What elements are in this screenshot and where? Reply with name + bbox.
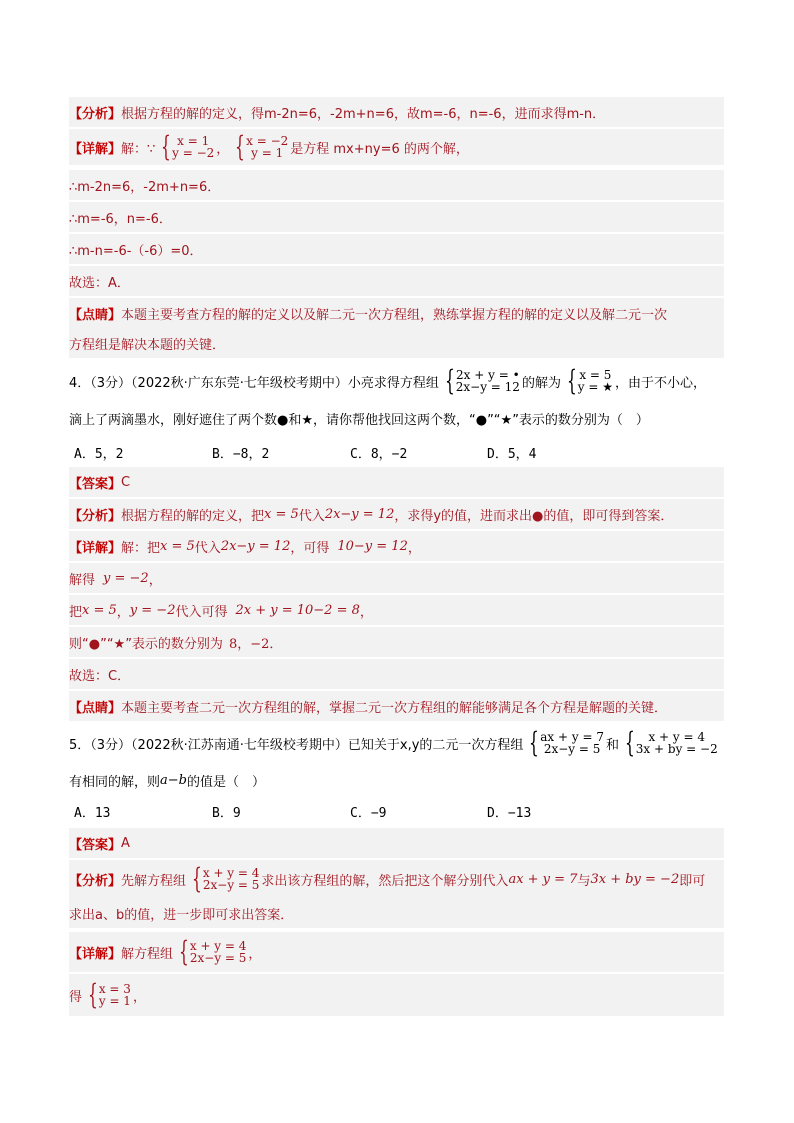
text: 与 [577, 873, 591, 889]
q5-analysis-2 [69, 898, 724, 928]
system-solution-1: { x = 1 y = −2 [161, 130, 215, 163]
text: 把 [69, 604, 83, 620]
analysis-tag: 【分析】 [69, 106, 122, 122]
detail-tag: 【详解】 [69, 141, 122, 157]
q4-stem-line2 [69, 403, 724, 433]
q3-choose [69, 266, 724, 296]
text: ， [248, 946, 262, 962]
q5-stem-line2 [69, 765, 724, 795]
q5-get [69, 974, 724, 1016]
math: 2x−y = 12 [220, 538, 291, 554]
choose-text: 故选：C． [69, 668, 131, 684]
answer-tag: 【答案】 [69, 837, 122, 853]
text: 求出该方程组的解，然后把这个解分别代入 [261, 873, 509, 889]
analysis-text: 根据方程的解的定义，得m-2n=6，-2m+n=6，故m=-6，n=-6，进而求得m-n． [121, 106, 606, 122]
q5-system-b: { x + y = 4 3x + by = −2 [624, 726, 718, 759]
analysis-tag: 【分析】 [69, 873, 122, 889]
text: ， [132, 989, 146, 1005]
text: ． [269, 636, 283, 652]
q4-detail [69, 531, 724, 561]
math: a−b [160, 772, 187, 788]
text: 代入 [298, 508, 325, 524]
detail-tag: 【详解】 [69, 540, 122, 556]
q3-detail [69, 129, 724, 165]
text: 得 [69, 989, 83, 1005]
comment-text: 本题主要考查二元一次方程组的解，掌握二元一次方程组的解能够满足各个方程是解题的关键． [121, 700, 668, 716]
text: 解：把 [121, 540, 161, 556]
q5-detail [69, 932, 724, 972]
q5-analysis-system: { x + y = 4 2x−y = 5 [192, 862, 260, 895]
q5-option-d: D．−13 [487, 806, 532, 821]
q4-stem-l2: 滴上了两滴墨水，刚好遮住了两个数●和★，请你帮他找回这两个数，“●”“★”表示的数分别为（ ） [69, 412, 649, 428]
text: 解得 [69, 572, 96, 588]
text: 代入可得 [175, 604, 228, 620]
separator: ， [216, 141, 230, 157]
q5-option-b: B．9 [212, 806, 241, 821]
text: 根据方程的解的定义，把 [121, 508, 265, 524]
q4-then [69, 627, 724, 657]
text: 有相同的解，则 [69, 774, 161, 790]
q5-and: 和 [605, 737, 619, 753]
q5-system-a: { ax + y = 7 2x−y = 5 [529, 726, 604, 759]
math: y = −2 [103, 570, 149, 586]
math: 2x + y = 10−2 = 8 [235, 602, 360, 618]
q4-comment [69, 691, 724, 721]
system-solution-2: { x = −2 y = 1 [235, 130, 289, 163]
text: ， [148, 572, 162, 588]
text: ， [407, 540, 421, 556]
detail-pre: 解：∵ [121, 141, 156, 157]
q4-substitute [69, 595, 724, 625]
step-text: ∴m-2n=6，-2m+n=6． [69, 179, 221, 195]
q4-system: { 2x + y = • 2x−y = 12 [444, 364, 520, 397]
text: 的值是（ ） [186, 774, 265, 790]
math: 3x + by = −2 [590, 871, 680, 887]
q5-detail-system: { x + y = 4 2x−y = 5 [179, 935, 247, 968]
comment-tag: 【点睛】 [69, 700, 122, 716]
answer-value: C [121, 474, 131, 490]
q4-choose [69, 659, 724, 689]
q5-option-a: A．13 [74, 806, 111, 821]
q4-option-b: B．−8，2 [212, 447, 270, 462]
q3-analysis [69, 97, 724, 127]
text: 代入 [194, 540, 221, 556]
math: 2x−y = 12 [324, 506, 395, 522]
text: 先解方程组 [121, 873, 187, 889]
comment-tag: 【点睛】 [69, 307, 122, 323]
q5-result-system: { x = 3 y = 1 [88, 978, 131, 1011]
text: 解方程组 [121, 946, 174, 962]
q4-stem-mid: 的解为 [521, 375, 561, 391]
comment-text: 本题主要考查方程的解的定义以及解二元一次方程组，熟练掌握方程的解的定义以及解二元一次 [121, 307, 668, 323]
q5-stem: 5．（3分）（2022秋·江苏南通·七年级校考期中）已知关于x,y的二元一次方程组 [69, 737, 524, 753]
text: ，可得 [290, 540, 330, 556]
detail-post: 是方程 mx+ny=6 的两个解， [290, 141, 469, 157]
math: ax + y = 7 [508, 871, 578, 887]
q5-answer [69, 828, 724, 858]
q4-analysis [69, 499, 724, 529]
q4-option-a: A．5，2 [74, 447, 124, 462]
q5-analysis [69, 860, 724, 898]
q3-comment-2 [69, 328, 724, 358]
text: ，求得y的值，进而求出●的值，即可得到答案． [394, 508, 674, 524]
q4-stem-line1 [69, 362, 724, 400]
q4-option-d: D．5，4 [487, 447, 537, 462]
answer-tag: 【答案】 [69, 476, 122, 492]
math: y = −2 [129, 602, 176, 618]
math: x = 5 [82, 602, 117, 618]
answer-value: A [121, 835, 130, 851]
q4-stem-post: ，由于不小心， [615, 375, 707, 391]
q3-step2 [69, 202, 724, 232]
q3-step3 [69, 234, 724, 264]
detail-tag: 【详解】 [69, 946, 122, 962]
q3-comment-1 [69, 298, 724, 328]
step-text: ∴m-n=-6-（-6）=0． [69, 243, 203, 259]
q4-solve [69, 563, 724, 593]
text: 则“●”“★”表示的数分别为 [69, 636, 223, 652]
text: ， [359, 604, 373, 620]
text: 求出a、b的值，进一步即可求出答案． [69, 907, 294, 923]
text: 即可 [679, 873, 706, 889]
q4-answer [69, 467, 724, 497]
choose-text: 故选：A． [69, 275, 130, 291]
q3-step1 [69, 170, 724, 200]
text: ， [116, 604, 130, 620]
q5-stem-line1 [69, 724, 724, 762]
math: 8，−2 [228, 636, 270, 652]
comment-text: 方程组是解决本题的关键． [69, 337, 226, 353]
q4-solution: { x = 5 y = ★ [566, 364, 614, 397]
q5-option-c: C．−9 [350, 806, 387, 821]
q4-option-c: C．8，−2 [350, 447, 408, 462]
step-text: ∴m=-6，n=-6． [69, 211, 172, 227]
math: x = 5 [160, 538, 195, 554]
math: 10−y = 12 [337, 538, 408, 554]
math: x = 5 [264, 506, 299, 522]
q4-stem: 4．（3分）（2022秋·广东东莞·七年级校考期中）小亮求得方程组 [69, 375, 439, 391]
analysis-tag: 【分析】 [69, 508, 122, 524]
